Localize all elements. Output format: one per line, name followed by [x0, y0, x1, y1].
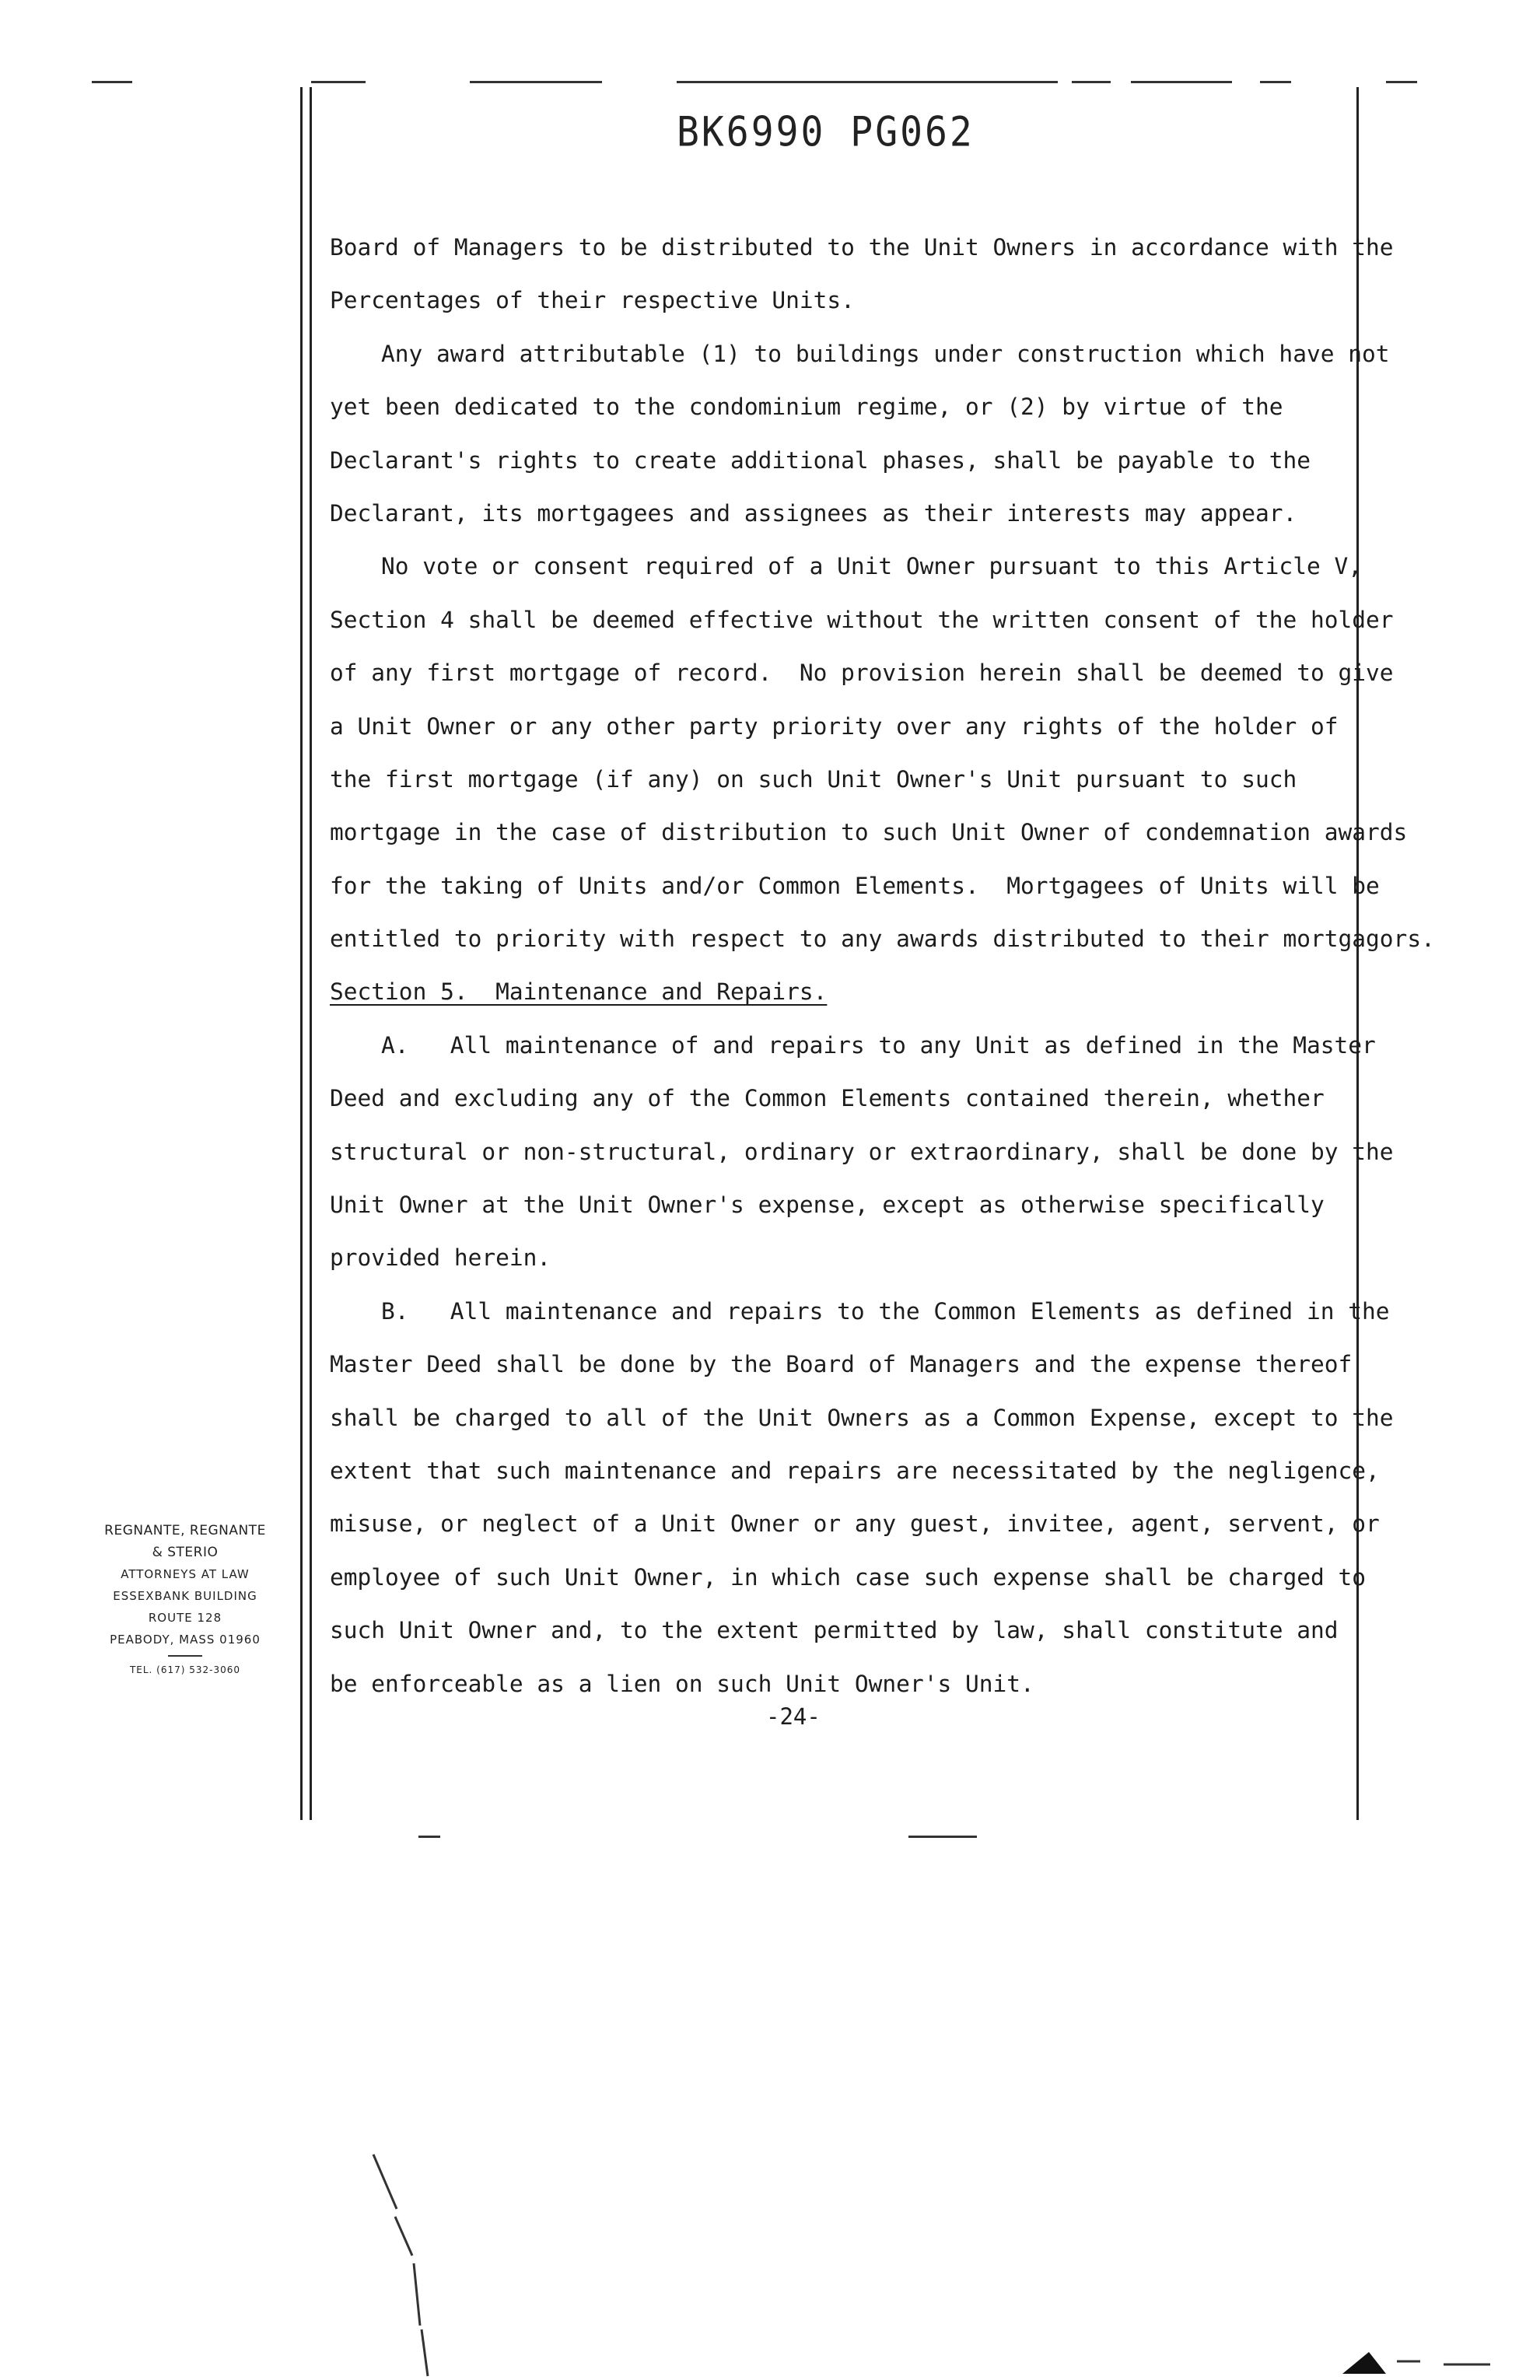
- firm-name: REGNANTE, REGNANTE: [104, 1523, 266, 1538]
- top-dash: [92, 81, 132, 83]
- top-dash: [677, 81, 1058, 83]
- left-margin-rule-inner: [310, 87, 312, 1820]
- text-line: be enforceable as a lien on such Unit Owner's Unit.: [330, 1670, 1034, 1697]
- text-line: for the taking of Units and/or Common Elements. Mortgagees of Units will be: [330, 872, 1380, 899]
- text-line: employee of such Unit Owner, in which case such expense shall be charged to: [330, 1563, 1367, 1591]
- text-line: Any award attributable (1) to buildings under construction which have not: [381, 340, 1390, 367]
- top-dash: [311, 81, 366, 83]
- firm-name-2: & STERIO: [152, 1545, 219, 1560]
- text-line: of any first mortgage of record. No provision herein shall be deemed to give: [330, 660, 1394, 687]
- section-heading: [330, 965, 1364, 1018]
- text-line: misuse, or neglect of a Unit Owner or any guest, invitee, agent, servent, or: [330, 1510, 1380, 1538]
- book-page-header: BK6990 PG062: [677, 108, 975, 156]
- text-line: Declarant, its mortgagees and assignees as their interests may appear.: [330, 499, 1297, 527]
- text-line: Percentages of their respective Units.: [330, 287, 855, 314]
- top-dash: [1131, 81, 1232, 83]
- sidebar-rule: [168, 1655, 202, 1657]
- top-dash: [1386, 81, 1417, 83]
- firm-telephone: TEL. (617) 532-3060: [129, 1664, 241, 1675]
- scan-stroke-mark: [366, 2147, 459, 2380]
- text-line: mortgage in the case of distribution to such Unit Owner of condemnation awards: [330, 819, 1408, 846]
- document-body: [330, 221, 1435, 1710]
- top-dash: [1260, 81, 1291, 83]
- top-dash: [470, 81, 602, 83]
- left-margin-rule-outer: [300, 87, 303, 1820]
- law-firm-sidebar: [92, 1520, 278, 1675]
- text-line: entitled to priority with respect to any awards distributed to their mortgagors.: [330, 926, 1435, 953]
- scan-corner-mark: [1335, 2330, 1540, 2375]
- text-line: No vote or consent required of a Unit Owner pursuant to this Article V,: [381, 553, 1362, 580]
- text-line: yet been dedicated to the condominium regime, or (2) by virtue of the: [330, 394, 1283, 421]
- text-line: structural or non-structural, ordinary or extraordinary, shall be done by the: [330, 1138, 1394, 1165]
- text-line: provided herein.: [330, 1244, 551, 1272]
- text-line: extent that such maintenance and repairs are necessitated by the negligence,: [330, 1457, 1380, 1484]
- text-line: Deed and excluding any of the Common Elements contained therein, whether: [330, 1085, 1325, 1112]
- bottom-dash: [908, 1836, 977, 1838]
- text-line: Section 4 shall be deemed effective without the written consent of the holder: [330, 606, 1394, 633]
- text-line: A. All maintenance of and repairs to any Unit as defined in the Master: [381, 1031, 1376, 1059]
- bottom-dash: [418, 1836, 440, 1838]
- firm-building: ESSEXBANK BUILDING: [113, 1589, 257, 1603]
- firm-city: PEABODY, MASS 01960: [110, 1633, 261, 1647]
- text-line: Unit Owner at the Unit Owner's expense, except as otherwise specifically: [330, 1192, 1325, 1219]
- text-line: shall be charged to all of the Unit Owners as a Common Expense, except to the: [330, 1404, 1394, 1431]
- firm-title: ATTORNEYS AT LAW: [121, 1567, 250, 1581]
- text-line: Master Deed shall be done by the Board of Managers and the expense thereof: [330, 1351, 1353, 1378]
- text-line: Board of Managers to be distributed to the Unit Owners in accordance with the: [330, 234, 1394, 261]
- text-line: a Unit Owner or any other party priority over any rights of the holder of: [330, 712, 1339, 740]
- text-line: the first mortgage (if any) on such Unit Owner's Unit pursuant to such: [330, 765, 1297, 793]
- text-line: Declarant's rights to create additional phases, shall be payable to the: [330, 446, 1311, 474]
- text-line: such Unit Owner and, to the extent permitted by law, shall constitute and: [330, 1617, 1339, 1644]
- top-dash: [1072, 81, 1111, 83]
- text-line: B. All maintenance and repairs to the Common Elements as defined in the: [381, 1297, 1390, 1325]
- page-number: -24-: [766, 1703, 821, 1730]
- firm-route: ROUTE 128: [148, 1611, 222, 1625]
- section-heading-text: Section 5. Maintenance and Repairs.: [330, 978, 828, 1006]
